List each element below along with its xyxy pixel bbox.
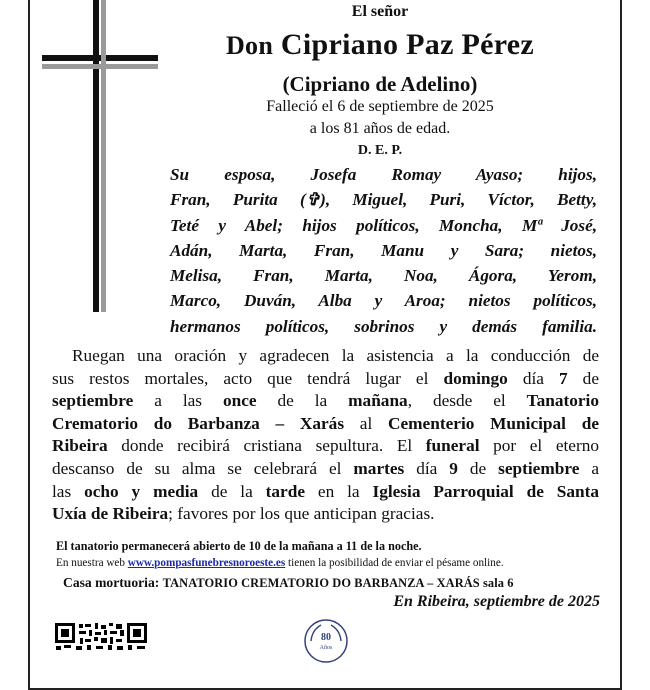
family-line: hermanos políticos, sobrinos y demás familia. [170,316,597,336]
alias-name: (Cipriano de Adelino) [282,72,478,96]
body-line: septiembre a las once de la mañana, desde el Tanatorio [52,391,599,411]
family-line: Fran, Purita (✞), Miguel, Puri, Víctor, Betty, [170,190,597,210]
dep-text: D. E. P. [357,143,403,158]
deceased-name [160,28,600,62]
family-line: Teté y Abel; hijos políticos, Moncha, Mª José, [170,215,597,235]
body-line: Crematorio do Barbanza – Xarás al Cementerio Municipal de [52,413,599,433]
family-list [170,162,597,339]
family-line: Adán, Marta, Fran, Manu y Sara; nietos, [170,240,597,260]
family-line: Melisa, Fran, Marta, Noa, Ágora, Yerom, [170,266,597,286]
qr-code-icon[interactable] [54,622,148,650]
tanatorio-hours: El tanatorio permanecerá abierto de 10 de la mañana a 11 de la noche. [56,539,422,553]
casa-mortuoria: Casa mortuoria: TANATORIO CREMATORIO DO BARBANZA – XARÁS sala 6 [63,575,514,590]
body-line: descanso de su alma se celebrará el martes día 9 de septiembre a [52,458,600,478]
badge-number: 80 [321,632,331,643]
family-line: Marco, Duván, Alba y Aroa; nietos políticos, [170,291,597,311]
body-line: Ruegan una oración y agradecen la asistencia a la conducción de [72,346,599,365]
website-link[interactable]: www.pompasfunebresnoroeste.es [127,557,286,569]
honorific: Don [225,31,274,60]
body-line: Uxía de Ribeira; favores por los que anticipan gracias. [52,504,435,524]
death-date: Falleció el 6 de septiembre de 2025 [266,98,494,115]
anniversary-badge [303,618,349,664]
body-line: Ribeira donde recibirá cristiana sepultura. El funeral por el eterno [52,436,599,456]
ceremony-paragraph [52,345,599,526]
body-line: las ocho y media de la tarde en la Iglesia Parroquial de Santa [52,481,600,501]
web-note: En nuestra web www.pompasfunebresnoroeste.es tienen la posibilidad de enviar el pésame online. [56,557,504,569]
prefix-title: El señor [351,3,409,20]
age-text: a los 81 años de edad. [309,120,451,137]
family-line: Su esposa, Josefa Romay Ayaso; hijos, [170,165,597,184]
full-name: Cipriano Paz Pérez [280,28,535,61]
body-line: sus restos mortales, acto que tendrá lugar el domingo día 7 de [52,368,599,388]
badge-word: Años [319,645,333,651]
place-date: En Ribeira, septiembre de 2025 [393,593,600,610]
